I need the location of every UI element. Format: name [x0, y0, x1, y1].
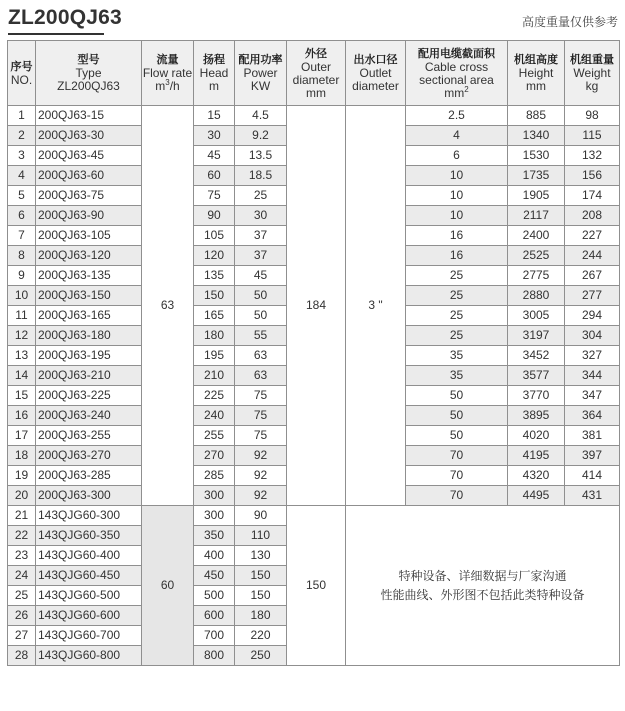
cell-height: 3452 — [508, 346, 565, 366]
table-row — [8, 506, 620, 526]
cell-no: 5 — [8, 186, 36, 206]
cell-weight: 414 — [565, 466, 620, 486]
cell-no: 14 — [8, 366, 36, 386]
cell-weight: 156 — [565, 166, 620, 186]
cell-head: 240 — [194, 406, 235, 426]
cell-height: 3895 — [508, 406, 565, 426]
cell-power: 63 — [235, 366, 287, 386]
cell-height: 3197 — [508, 326, 565, 346]
cell-power: 130 — [235, 546, 287, 566]
cell-weight: 327 — [565, 346, 620, 366]
cell-no: 18 — [8, 446, 36, 466]
cell-height: 2525 — [508, 246, 565, 266]
cell-type: 143QJG60-350 — [36, 526, 142, 546]
special-note-line-1: 特种设备、详细数据与厂家沟通 — [398, 568, 567, 583]
cell-type: 200QJ63-120 — [36, 246, 142, 266]
cell-power: 25 — [235, 186, 287, 206]
cell-height: 885 — [508, 106, 565, 126]
cell-type: 143QJG60-800 — [36, 646, 142, 666]
cell-weight: 244 — [565, 246, 620, 266]
cell-power: 30 — [235, 206, 287, 226]
cell-weight: 115 — [565, 126, 620, 146]
cell-type: 200QJ63-285 — [36, 466, 142, 486]
cell-head: 195 — [194, 346, 235, 366]
cell-cable: 16 — [406, 246, 508, 266]
table-row — [8, 106, 620, 126]
cell-type: 200QJ63-270 — [36, 446, 142, 466]
cell-power: 75 — [235, 386, 287, 406]
cell-head: 15 — [194, 106, 235, 126]
cell-cable: 25 — [406, 266, 508, 286]
cell-height: 4020 — [508, 426, 565, 446]
cell-power: 50 — [235, 306, 287, 326]
cell-height: 2880 — [508, 286, 565, 306]
cell-power: 92 — [235, 446, 287, 466]
cell-type: 200QJ63-15 — [36, 106, 142, 126]
cell-power: 90 — [235, 506, 287, 526]
special-note-line-2: 性能曲线、外形图不包括此类特种设备 — [380, 587, 585, 602]
cell-no: 8 — [8, 246, 36, 266]
cell-weight: 347 — [565, 386, 620, 406]
cell-weight: 431 — [565, 486, 620, 506]
header-flow-rate: 流量 Flow rate $m^3/h$ — [142, 41, 194, 106]
cell-head: 75 — [194, 186, 235, 206]
cell-no: 26 — [8, 606, 36, 626]
cell-cable: 10 — [406, 166, 508, 186]
cell-outer-group-b: 150 — [287, 506, 346, 666]
cell-type: 200QJ63-135 — [36, 266, 142, 286]
cell-no: 24 — [8, 566, 36, 586]
table-header-row — [8, 41, 620, 106]
cell-power: 150 — [235, 586, 287, 606]
cell-head: 150 — [194, 286, 235, 306]
reference-note: 高度重量仅供参考 — [521, 15, 618, 29]
cell-outlet-group-a: 3 " — [346, 106, 406, 506]
cell-height: 2775 — [508, 266, 565, 286]
cell-cable: 25 — [406, 286, 508, 306]
cell-outer-group-a: 184 — [287, 106, 346, 506]
cell-weight: 277 — [565, 286, 620, 306]
cell-head: 400 — [194, 546, 235, 566]
cell-head: 350 — [194, 526, 235, 546]
cell-type: 200QJ63-300 — [36, 486, 142, 506]
cell-power: 37 — [235, 246, 287, 266]
cell-type: 200QJ63-180 — [36, 326, 142, 346]
cell-cable: 70 — [406, 446, 508, 466]
cell-type: 143QJG60-300 — [36, 506, 142, 526]
cell-cable: 16 — [406, 226, 508, 246]
header-outlet-diameter: 出水口径 Outlet diameter — [346, 41, 406, 106]
cell-power: 250 — [235, 646, 287, 666]
cell-head: 60 — [194, 166, 235, 186]
cell-no: 20 — [8, 486, 36, 506]
cell-head: 285 — [194, 466, 235, 486]
cell-type: 200QJ63-195 — [36, 346, 142, 366]
cell-no: 10 — [8, 286, 36, 306]
cell-cable: 10 — [406, 186, 508, 206]
cell-head: 180 — [194, 326, 235, 346]
cell-weight: 132 — [565, 146, 620, 166]
cell-head: 90 — [194, 206, 235, 226]
cell-head: 45 — [194, 146, 235, 166]
cell-head: 135 — [194, 266, 235, 286]
cell-type: 200QJ63-75 — [36, 186, 142, 206]
cell-weight: 364 — [565, 406, 620, 426]
cell-power: 92 — [235, 466, 287, 486]
cell-type: 200QJ63-105 — [36, 226, 142, 246]
cell-head: 300 — [194, 486, 235, 506]
cell-cable: 50 — [406, 386, 508, 406]
cell-no: 21 — [8, 506, 36, 526]
cell-weight: 397 — [565, 446, 620, 466]
cell-power: 92 — [235, 486, 287, 506]
cell-no: 2 — [8, 126, 36, 146]
cell-type: 143QJG60-450 — [36, 566, 142, 586]
cell-power: 63 — [235, 346, 287, 366]
cell-cable: 6 — [406, 146, 508, 166]
cell-type: 200QJ63-30 — [36, 126, 142, 146]
cell-type: 143QJG60-500 — [36, 586, 142, 606]
header-cable-area: 配用电缆截面积 Cable cross sectional area $mm^2$ — [406, 41, 508, 106]
cell-head: 500 — [194, 586, 235, 606]
cell-height: 1735 — [508, 166, 565, 186]
cell-weight: 227 — [565, 226, 620, 246]
cell-power: 45 — [235, 266, 287, 286]
cell-head: 600 — [194, 606, 235, 626]
cell-no: 15 — [8, 386, 36, 406]
header-type: 型号 Type ZL200QJ63 — [36, 41, 142, 106]
cell-power: 37 — [235, 226, 287, 246]
cell-head: 700 — [194, 626, 235, 646]
cell-power: 180 — [235, 606, 287, 626]
cell-power: 55 — [235, 326, 287, 346]
cell-power: 150 — [235, 566, 287, 586]
title-row — [8, 6, 620, 36]
cell-flow-group-b: 60 — [142, 506, 194, 666]
cell-head: 120 — [194, 246, 235, 266]
cell-weight: 304 — [565, 326, 620, 346]
cell-no: 13 — [8, 346, 36, 366]
cell-type: 143QJG60-600 — [36, 606, 142, 626]
cell-power: 4.5 — [235, 106, 287, 126]
cell-weight: 174 — [565, 186, 620, 206]
cell-cable: 2.5 — [406, 106, 508, 126]
cell-no: 1 — [8, 106, 36, 126]
cell-head: 210 — [194, 366, 235, 386]
cell-head: 165 — [194, 306, 235, 326]
cell-no: 6 — [8, 206, 36, 226]
cell-flow-group-a: 63 — [142, 106, 194, 506]
cell-cable: 70 — [406, 466, 508, 486]
cell-type: 200QJ63-210 — [36, 366, 142, 386]
cell-no: 7 — [8, 226, 36, 246]
header-power: 配用功率 Power KW — [235, 41, 287, 106]
cell-no: 16 — [8, 406, 36, 426]
cell-power: 75 — [235, 406, 287, 426]
cell-cable: 4 — [406, 126, 508, 146]
cell-height: 1340 — [508, 126, 565, 146]
cell-power: 9.2 — [235, 126, 287, 146]
cell-type: 200QJ63-45 — [36, 146, 142, 166]
cell-height: 1530 — [508, 146, 565, 166]
cell-head: 255 — [194, 426, 235, 446]
cell-cable: 50 — [406, 426, 508, 446]
title-underline — [8, 33, 104, 35]
cell-power: 13.5 — [235, 146, 287, 166]
cell-special-note — [346, 506, 620, 666]
cell-cable: 35 — [406, 346, 508, 366]
cell-head: 800 — [194, 646, 235, 666]
cell-type: 143QJG60-700 — [36, 626, 142, 646]
cell-type: 200QJ63-150 — [36, 286, 142, 306]
cell-weight: 344 — [565, 366, 620, 386]
cell-cable: 10 — [406, 206, 508, 226]
page-title: ZL200QJ63 — [8, 6, 122, 29]
cell-no: 12 — [8, 326, 36, 346]
cell-power: 75 — [235, 426, 287, 446]
cell-cable: 50 — [406, 406, 508, 426]
cell-no: 11 — [8, 306, 36, 326]
cell-height: 1905 — [508, 186, 565, 206]
cell-type: 200QJ63-240 — [36, 406, 142, 426]
cell-weight: 98 — [565, 106, 620, 126]
cell-no: 9 — [8, 266, 36, 286]
cell-height: 3770 — [508, 386, 565, 406]
cell-head: 30 — [194, 126, 235, 146]
cell-height: 3005 — [508, 306, 565, 326]
cell-head: 450 — [194, 566, 235, 586]
cell-no: 28 — [8, 646, 36, 666]
cell-type: 200QJ63-255 — [36, 426, 142, 446]
cell-no: 22 — [8, 526, 36, 546]
cell-weight: 208 — [565, 206, 620, 226]
cell-type: 200QJ63-225 — [36, 386, 142, 406]
header-head: 扬程 Head m — [194, 41, 235, 106]
cell-power: 18.5 — [235, 166, 287, 186]
cell-type: 143QJG60-400 — [36, 546, 142, 566]
cell-weight: 294 — [565, 306, 620, 326]
cell-power: 110 — [235, 526, 287, 546]
cell-type: 200QJ63-165 — [36, 306, 142, 326]
cell-head: 225 — [194, 386, 235, 406]
cell-head: 300 — [194, 506, 235, 526]
pump-spec-table — [7, 40, 620, 666]
header-outer-diameter: 外径 Outer diameter mm — [287, 41, 346, 106]
cell-no: 4 — [8, 166, 36, 186]
cell-height: 3577 — [508, 366, 565, 386]
cell-type: 200QJ63-60 — [36, 166, 142, 186]
cell-height: 4495 — [508, 486, 565, 506]
header-no: 序号 NO. — [8, 41, 36, 106]
cell-head: 270 — [194, 446, 235, 466]
cell-cable: 70 — [406, 486, 508, 506]
cell-cable: 25 — [406, 326, 508, 346]
cell-power: 220 — [235, 626, 287, 646]
cell-power: 50 — [235, 286, 287, 306]
cell-cable: 25 — [406, 306, 508, 326]
table-body — [8, 106, 620, 666]
cell-no: 17 — [8, 426, 36, 446]
cell-head: 105 — [194, 226, 235, 246]
cell-no: 23 — [8, 546, 36, 566]
cell-no: 27 — [8, 626, 36, 646]
cell-height: 4195 — [508, 446, 565, 466]
cell-no: 3 — [8, 146, 36, 166]
header-weight: 机组重量 Weight kg — [565, 41, 620, 106]
cell-weight: 381 — [565, 426, 620, 446]
header-height: 机组高度 Height mm — [508, 41, 565, 106]
cell-no: 25 — [8, 586, 36, 606]
cell-height: 4320 — [508, 466, 565, 486]
cell-height: 2117 — [508, 206, 565, 226]
cell-cable: 35 — [406, 366, 508, 386]
cell-type: 200QJ63-90 — [36, 206, 142, 226]
cell-height: 2400 — [508, 226, 565, 246]
cell-no: 19 — [8, 466, 36, 486]
cell-weight: 267 — [565, 266, 620, 286]
